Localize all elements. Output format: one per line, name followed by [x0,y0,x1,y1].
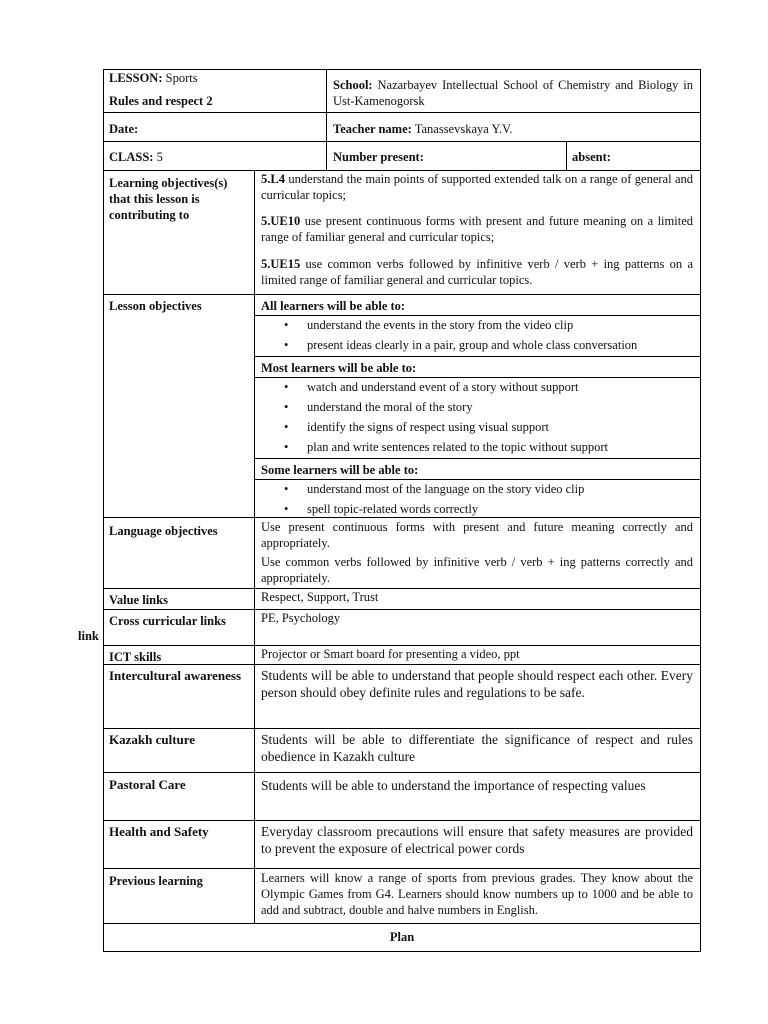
plan-heading: Plan [389,930,415,944]
intercultural-value: Students will be able to understand that people should respect each other. Every person should obey definite rules and regulations to be safe. [261,668,693,700]
previous-learning-label: Previous learning [109,874,203,888]
school-value: Nazarbayev Intellectual School of Chemistry and Biology in Ust-Kamenogorsk [333,78,694,108]
language-objective-2: Use common verbs followed by infinitive verb / verb + ing patterns correctly and appropriately. [261,555,693,585]
school-field [333,77,693,109]
list-item-text: watch and understand event of a story without support [307,380,579,394]
objective-code: 5.UE15 [261,257,301,271]
lesson-objectives-label: Lesson objectives [109,299,202,313]
number-present-label: Number present: [333,150,424,164]
teacher-value: Tanassevskaya Y.V. [414,122,513,136]
kazakh-culture-label: Kazakh culture [109,732,196,747]
lesson-value: Sports [165,71,198,85]
learning-objective-item [261,213,693,245]
bullet-icon: • [284,318,289,332]
cross-curricular-value: PE, Psychology [261,611,341,625]
teacher-field [333,121,513,137]
ict-skills-label: ICT skills [109,650,162,664]
class-label: CLASS: [109,150,154,164]
pastoral-care-value: Students will be able to understand the importance of respecting values [261,778,646,793]
bullet-icon: • [284,400,289,414]
objective-code: 5.UE10 [261,214,301,228]
ict-skills-value: Projector or Smart board for presenting a video, ppt [261,647,520,661]
health-safety-value: Everyday classroom precautions will ensure that safety measures are provided to prevent the exposure of electrical power cords [261,824,693,856]
objective-text: use common verbs followed by infinitive verb / verb + ing patterns on a limited range of familiar general and curricular topics. [261,257,694,287]
stray-link-text: link [78,629,99,643]
some-learners-heading: Some learners will be able to: [261,463,419,477]
value-links-label: Value links [109,593,168,607]
objective-code: 5.L4 [261,172,285,186]
list-item-text: plan and write sentences related to the topic without support [307,440,608,454]
learning-objective-item [261,256,693,288]
list-item-text: understand the events in the story from the video clip [307,318,574,332]
bullet-icon: • [284,420,289,434]
lesson-field [109,70,198,86]
teacher-label: Teacher name: [333,122,412,136]
learning-objectives-label: Learning objectives(s) that this lesson is contributing to [109,176,228,222]
kazakh-culture-value: Students will be able to differentiate the significance of respect and rules obedience in Kazakh culture [261,732,693,764]
cross-curricular-label: Cross curricular links [109,614,226,628]
school-label: School: [333,78,373,92]
pastoral-care-label: Pastoral Care [109,777,186,792]
health-safety-label: Health and Safety [109,824,209,839]
language-objectives-label: Language objectives [109,524,218,538]
bullet-icon: • [284,482,289,496]
list-item-text: understand most of the language on the story video clip [307,482,585,496]
class-value: 5 [156,150,163,164]
lesson-label: LESSON: [109,71,163,85]
list-item-text: present ideas clearly in a pair, group and whole class conversation [307,338,638,352]
class-field [109,149,163,165]
most-learners-heading: Most learners will be able to: [261,361,417,375]
list-item-text: identify the signs of respect using visual support [307,420,549,434]
bullet-icon: • [284,338,289,352]
bullet-icon: • [284,502,289,516]
value-links-value: Respect, Support, Trust [261,590,379,604]
list-item-text: spell topic-related words correctly [307,502,479,516]
objective-text: use present continuous forms with present and future meaning on a limited range of familiar general and curricular topics; [261,214,693,244]
bullet-icon: • [284,440,289,454]
learning-objective-item [261,171,693,203]
unit-title: Rules and respect 2 [109,94,213,108]
language-objective-1: Use present continuous forms with present and future meaning correctly and appropriately. [261,520,693,550]
all-learners-heading: All learners will be able to: [261,299,406,313]
bullet-icon: • [284,380,289,394]
absent-label: absent: [572,150,611,164]
date-label: Date: [109,122,139,136]
list-item-text: understand the moral of the story [307,400,473,414]
previous-learning-value: Learners will know a range of sports from previous grades. They know about the Olympic Games from G4. Learners should know numbers up to 1000 and be able to add and subtract, double and halve numbers in English. [261,871,693,917]
objective-text: understand the main points of supported extended talk on a range of general and curricular topics; [261,172,694,202]
intercultural-label: Intercultural awareness [109,668,242,683]
